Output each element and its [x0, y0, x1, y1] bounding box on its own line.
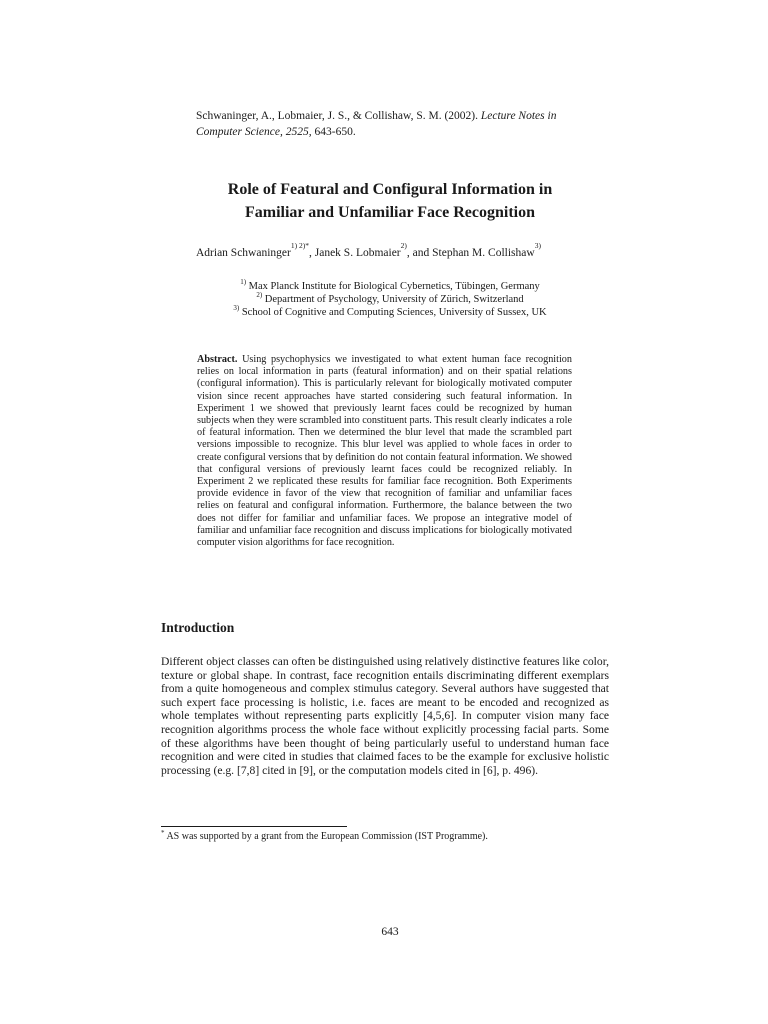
affiliation-2-mark: 2)	[256, 291, 263, 299]
footnote-text: AS was supported by a grant from the European Commission (IST Programme).	[164, 831, 488, 842]
paper-title	[150, 178, 630, 224]
section-heading: Introduction	[161, 620, 235, 635]
citation-series: Lecture Notes in Computer Science, 2525,	[196, 110, 557, 138]
affiliation-1-text: Max Planck Institute for Biological Cybernetics, Tübingen, Germany	[246, 281, 540, 292]
affiliation-3	[150, 306, 630, 319]
footnote-mark: *	[161, 829, 165, 837]
author-2-affil-mark: 2)	[400, 241, 407, 250]
citation-pages: 643-650.	[311, 126, 356, 138]
affiliation-2	[150, 293, 630, 306]
affiliation-1	[150, 280, 630, 293]
title-line-1: Role of Featural and Configural Information in	[227, 181, 553, 198]
author-1-affil-mark: 1) 2)*	[290, 241, 309, 250]
affiliation-3-text: School of Cognitive and Computing Sciences, University of Sussex, UK	[239, 307, 547, 318]
page-number: 643	[381, 926, 399, 938]
section-body: Different object classes can often be distinguished using relatively distinctive features like color, texture or global shape. In contrast, face recognition entails discriminating different exemplars from a quite homogeneous and complex stimulus category. Several authors have suggested that such expert face processing is holistic, i.e. faces are meant to be encoded and recognized as whole templates without representing parts explicitly [4,5,6]. In computer vision many face recognition algorithms process the whole face without explicitly processing facial parts. Some of these algorithms have been thought of being particularly useful to understand human face recognition and were cited in studies that claimed faces to be the example for exclusive holistic processing (e.g. [7,8] cited in [9], or the computation models cited in [6], p. 496).	[161, 655, 609, 777]
citation-authors-year: Schwaninger, A., Lobmaier, J. S., & Collishaw, S. M. (2002).	[196, 110, 481, 122]
affiliation-3-mark: 3)	[233, 304, 240, 312]
affiliation-2-text: Department of Psychology, University of Zürich, Switzerland	[262, 294, 524, 305]
affiliation-1-mark: 1)	[240, 278, 247, 286]
footnote	[161, 831, 601, 843]
abstract	[197, 354, 572, 549]
author-1-name: Adrian Schwaninger	[196, 247, 291, 259]
author-3-name: , and Stephan M. Collishaw	[406, 247, 535, 259]
abstract-label: Abstract.	[197, 354, 238, 365]
abstract-text: Using psychophysics we investigated to what extent human face recognition relies on local information in parts (featural information) and on their spatial relations (configural information). This is particularly relevant for biologically motivated computer vision since recent approaches have started considering such featural information. In Experiment 1 we showed that previously learnt faces could be recognized by human subjects when they were scrambled into constituent parts. This result clearly indicates a role of featural information. Then we determined the blur level that made the scrambled part versions impossible to recognize. This blur level was applied to whole faces in order to create configural versions that by definition do not contain featural information. We showed that configural versions of previously learnt faces could be recognized reliably. In Experiment 2 we replicated these results for familiar face recognition. Both Experiments provide evidence in favor of the view that recognition of familiar and unfamiliar faces relies on featural and configural information. Furthermore, the balance between the two does not differ for familiar and unfamiliar faces. We propose an integrative model of familiar and unfamiliar face recognition and discuss implications for biologically motivated computer vision algorithms for face recognition.	[197, 354, 572, 549]
author-2-name: , Janek S. Lobmaier	[308, 247, 401, 259]
citation-line	[196, 108, 596, 140]
affiliation-list	[150, 280, 630, 319]
footnote-divider	[161, 826, 347, 827]
author-list	[196, 241, 616, 260]
author-3-affil-mark: 3)	[534, 241, 541, 250]
title-line-2: Familiar and Unfamiliar Face Recognition	[244, 204, 536, 221]
